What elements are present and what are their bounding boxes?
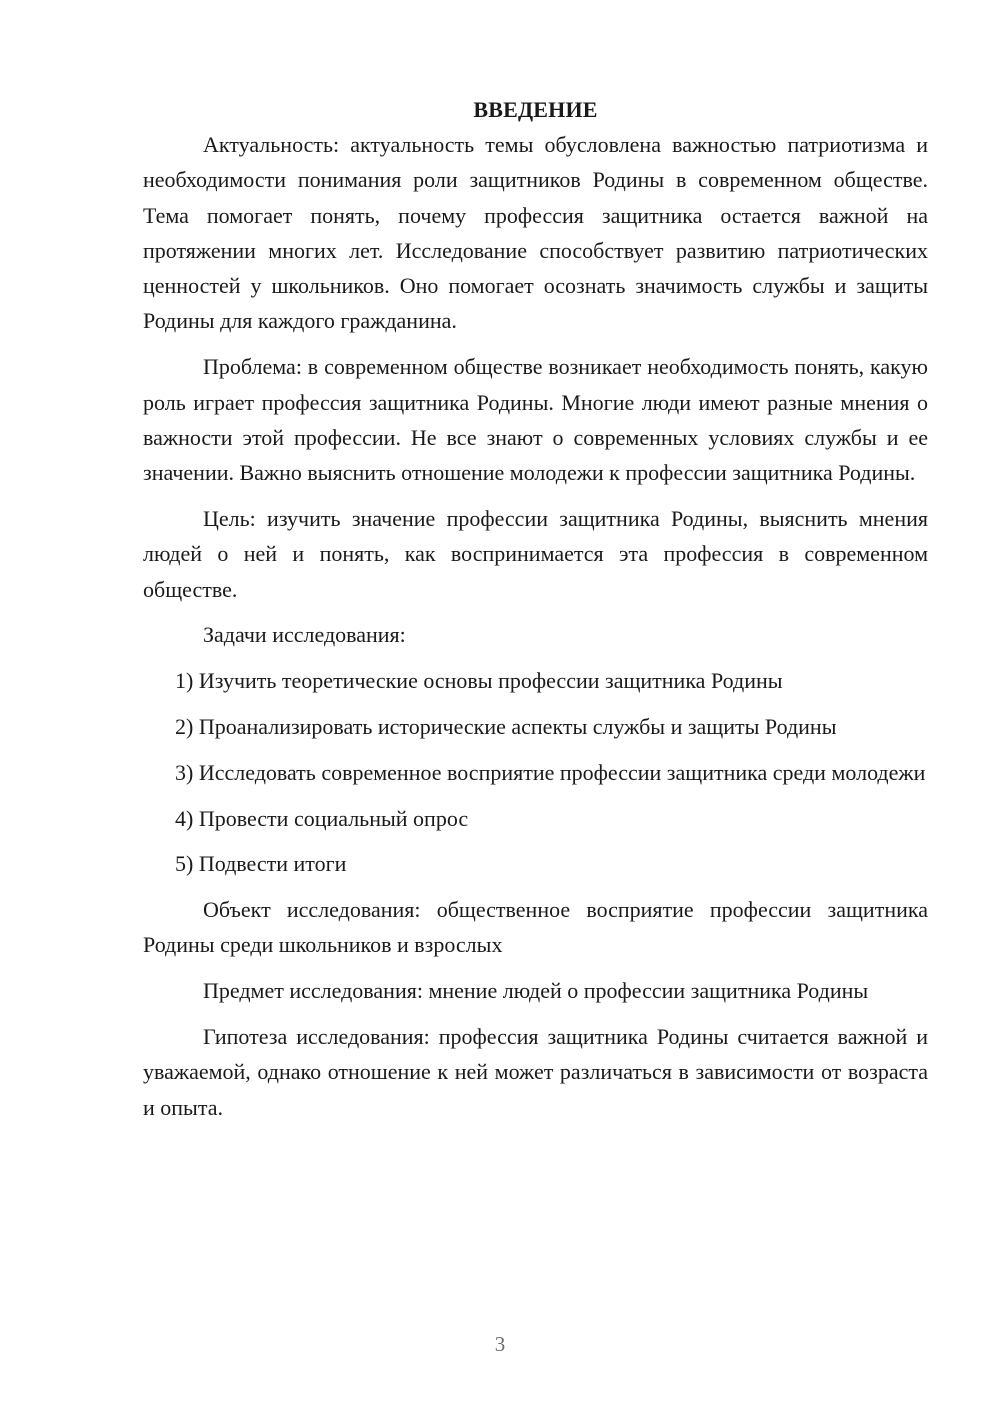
document-page [143, 92, 928, 1135]
goal-paragraph: Цель: изучить значение профессии защитника Родины, выяснить мнения людей о ней и понять, как воспринимается эта профессия в современном обществе. [143, 505, 928, 602]
list-item: 1) Изучить теоретические основы профессии защитника Родины [175, 668, 783, 694]
tasks-heading: Задачи исследования: [203, 622, 406, 648]
relevance-paragraph: Актуальность: актуальность темы обусловлена важностью патриотизма и необходимости понимания роли защитников Родины в современном обществе. Тема помогает понять, почему профессия защитника остается важной на протяжении многих лет. Исследование способствует развитию патриотических ценностей у школьников. Оно помогает осознать значимость службы и защиты Родины для каждого гражданина. [143, 132, 928, 334]
page-title: ВВЕДЕНИЕ [473, 97, 598, 122]
list-item: 2) Проанализировать исторические аспекты службы и защиты Родины [175, 713, 837, 739]
tasks-list [143, 663, 928, 881]
hypothesis-paragraph: Гипотеза исследования: профессия защитника Родины считается важной и уважаемой, однако отношение к ней может различаться в зависимости от возраста и опыта. [143, 1024, 928, 1120]
list-item: 3) Исследовать современное восприятие профессии защитника среди молодежи [175, 759, 926, 785]
page-number: 3 [494, 1332, 506, 1356]
problem-paragraph: Проблема: в современном обществе возникает необходимость понять, какую роль играет профессия защитника Родины. Многие люди имеют разные мнения о важности этой профессии. Не все знают о современных условиях службы и ее значении. Важно выяснить отношение молодежи к профессии защитника Родины. [143, 354, 928, 486]
object-paragraph: Объект исследования: общественное восприятие профессии защитника Родины среди школьников и взрослых [143, 897, 928, 958]
list-item: 5) Подвести итоги [175, 851, 347, 877]
list-item: 4) Провести социальный опрос [175, 805, 469, 831]
subject-paragraph: Предмет исследования: мнение людей о профессии защитника Родины [203, 978, 869, 1004]
